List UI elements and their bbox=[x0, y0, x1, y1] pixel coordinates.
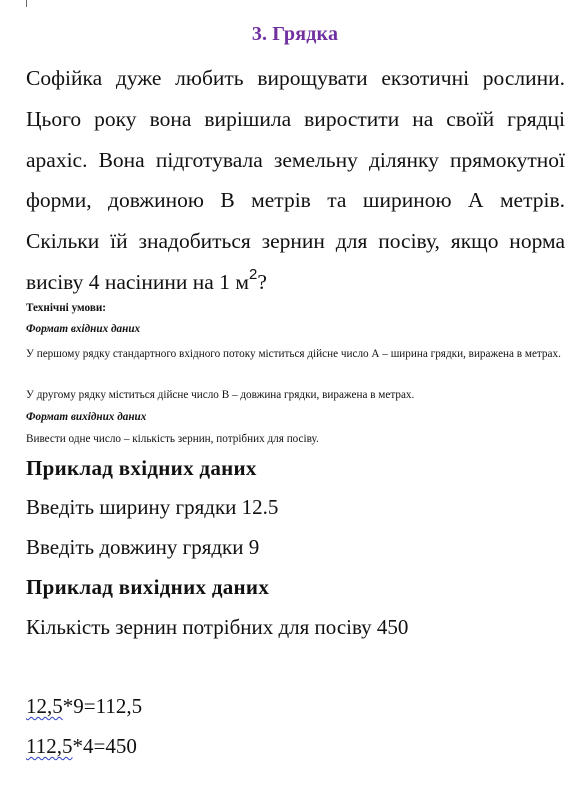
output-format-line: Вивести одне число – кількість зернин, потрібних для посіву. bbox=[26, 433, 319, 445]
example-input-line-2: Введіть довжину грядки 9 bbox=[26, 535, 260, 559]
problem-title-text: Грядка bbox=[272, 23, 339, 45]
calculation-line-1-rest: *9=112,5 bbox=[62, 694, 143, 718]
square-superscript: 2 bbox=[248, 265, 258, 283]
problem-statement bbox=[26, 58, 565, 303]
input-format-heading: Формат вхідних даних bbox=[26, 323, 141, 335]
problem-title bbox=[0, 23, 578, 46]
problem-statement-text: Софійка дуже любить вирощувати екзотичні рослини. Цього року вона вирішила виростити на своїй грядці арахіс. Вона підготувала земельну ділянку прямокутної форми, довжиною В метрів та шириною А метрів. Скільки їй знадобиться зернин для посіву, якщо норма висіву 4 насінини на 1 м bbox=[26, 66, 565, 294]
output-format-heading: Формат вихідних даних bbox=[26, 411, 147, 423]
calculation-line-2-rest: *4=450 bbox=[72, 734, 137, 758]
example-output-heading: Приклад вихідних даних bbox=[26, 575, 270, 599]
page-corner-mark bbox=[26, 0, 27, 7]
input-format-line-1: У першому рядку стандартного вхідного потоку міститься дійсне число А – ширина грядки, виражена в метрах. bbox=[26, 348, 561, 360]
calculation-line-1 bbox=[26, 694, 142, 719]
calculation-line-2 bbox=[26, 734, 137, 759]
example-output-line-1: Кількість зернин потрібних для посіву 450 bbox=[26, 615, 409, 639]
spellcheck-underlined-number: 112,5 bbox=[26, 734, 73, 758]
input-format-line-2: У другому рядку міститься дійсне число В – довжина грядки, виражена в метрах. bbox=[26, 389, 415, 401]
problem-statement-end: ? bbox=[257, 269, 267, 294]
spellcheck-underlined-number: 12,5 bbox=[26, 694, 63, 718]
example-input-heading: Приклад вхідних даних bbox=[26, 456, 257, 480]
technical-conditions-heading: Технічні умови: bbox=[26, 302, 107, 314]
example-input-line-1: Введіть ширину грядки 12.5 bbox=[26, 495, 279, 519]
problem-number: 3. bbox=[251, 23, 268, 45]
